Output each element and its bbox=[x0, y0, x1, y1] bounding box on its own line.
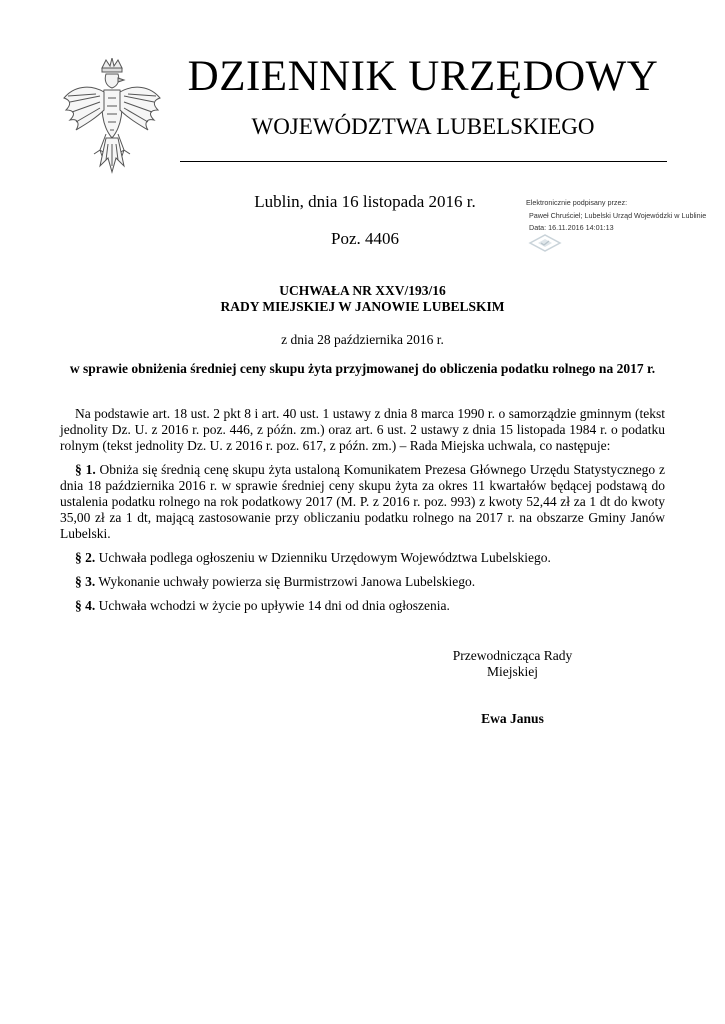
resolution-issuer: RADY MIEJSKIEJ W JANOWIE LUBELSKIM bbox=[220, 299, 505, 314]
section-1 bbox=[60, 462, 665, 542]
signature-label: Elektronicznie podpisany przez: bbox=[526, 198, 628, 207]
section-text: Wykonanie uchwały powierza się Burmistrzowi Janowa Lubelskiego. bbox=[98, 574, 476, 589]
signer-role bbox=[430, 648, 595, 680]
preamble: Na podstawie art. 18 ust. 2 pkt 8 i art. 40 ust. 1 ustawy z dnia 8 marca 1990 r. o samorządzie gminnym (tekst jednolity Dz. U. z 2016 r. poz. 446, z późn. zm.) oraz art. 6 ust. 2 ustawy z dnia 15 listopada 1984 r. o podatku rolnym (tekst jednolity Dz. U. z 2016 r. poz. 617, z późn. zm.) – Rada Miejska uchwala, co następuje: bbox=[60, 406, 665, 453]
section-label: § 1. bbox=[75, 462, 96, 477]
section-4 bbox=[60, 598, 665, 614]
resolution-date: z dnia 28 października 2016 r. bbox=[281, 332, 444, 347]
electronic-signature-info bbox=[526, 197, 725, 235]
masthead-divider bbox=[180, 161, 667, 162]
resolution-number: UCHWAŁA NR XXV/193/16 bbox=[279, 283, 446, 298]
section-label: § 4. bbox=[75, 598, 96, 613]
section-label: § 3. bbox=[75, 574, 96, 589]
signer-role-line2: Miejskiej bbox=[487, 664, 538, 679]
section-text: Uchwała wchodzi w życie po upływie 14 dni od dnia ogłoszenia. bbox=[98, 598, 450, 613]
resolution-body bbox=[60, 406, 665, 614]
signature-signer: Paweł Chruściel; Lubelski Urząd Wojewódzki w Lublinie bbox=[529, 210, 707, 220]
section-3 bbox=[60, 574, 665, 590]
signature-date: Data: 16.11.2016 14:01:13 bbox=[529, 223, 614, 232]
journal-subtitle: WOJEWÓDZTWA LUBELSKIEGO bbox=[251, 114, 595, 139]
section-text: Obniża się średnią cenę skupu żyta ustaloną Komunikatem Prezesa Głównego Urzędu Statystycznego z dnia 18 października 2016 r. w sprawie średniej ceny skupu żyta za okres 11 kwartałów będącej podstawą do ustalenia podatku rolnego na rok podatkowy 2017 (M. P. z 2016 r. poz. 993) z kwoty 52,44 zł za 1 dt do kwoty 35,00 zł za 1 dt, mającą zastosowanie przy obliczaniu podatku rolnego na 2017 r. na obszarze Gminy Janów Lubelski. bbox=[60, 462, 666, 541]
polish-eagle-emblem-icon bbox=[60, 58, 164, 178]
signature-verified-icon bbox=[528, 233, 562, 253]
resolution-subject: w sprawie obniżenia średniej ceny skupu żyta przyjmowanej do obliczenia podatku rolnego na 2017 r. bbox=[69, 361, 656, 376]
publication-place-date: Lublin, dnia 16 listopada 2016 r. bbox=[254, 192, 476, 211]
signer-role-line1: Przewodnicząca Rady bbox=[452, 648, 573, 663]
resolution-heading bbox=[40, 283, 685, 315]
journal-title: DZIENNIK URZĘDOWY bbox=[187, 53, 659, 100]
section-2 bbox=[60, 550, 665, 566]
section-text: Uchwała podlega ogłoszeniu w Dzienniku Urzędowym Województwa Lubelskiego. bbox=[98, 550, 551, 565]
section-label: § 2. bbox=[75, 550, 96, 565]
publication-position: Poz. 4406 bbox=[331, 229, 399, 248]
signer-name: Ewa Janus bbox=[481, 711, 544, 726]
